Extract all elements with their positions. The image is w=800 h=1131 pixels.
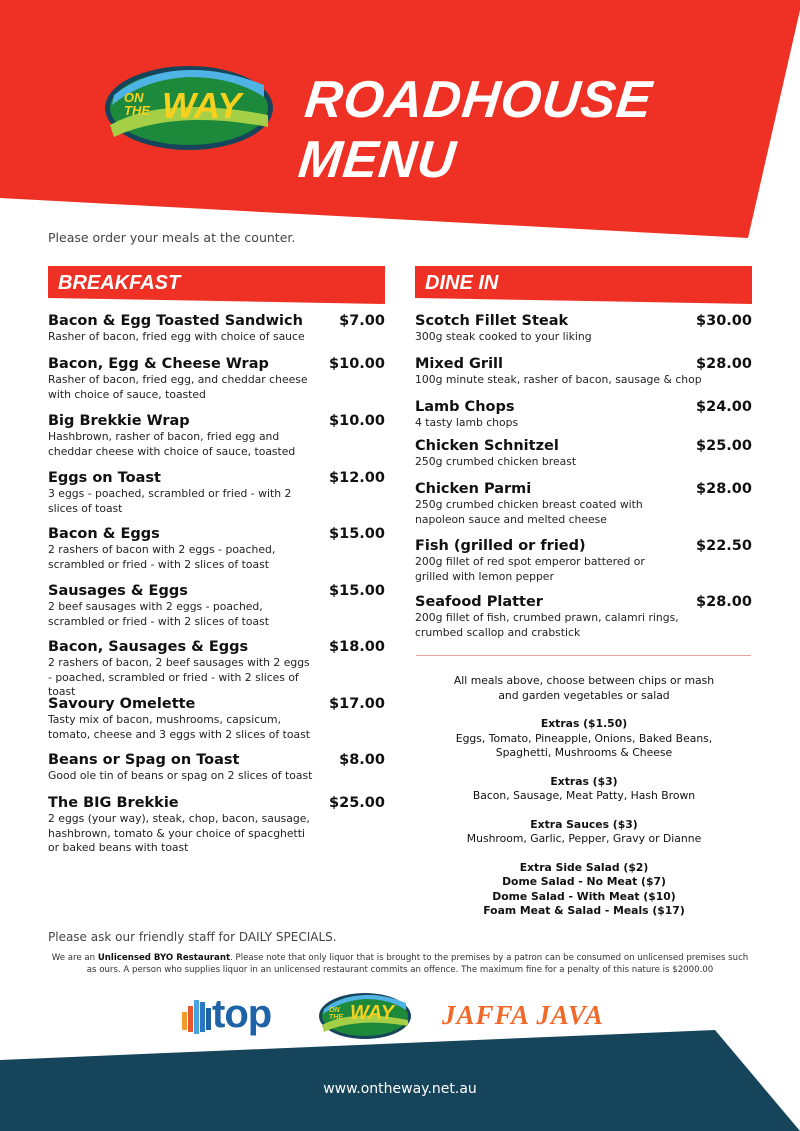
order-note: Please order your meals at the counter.	[48, 230, 296, 245]
menu-item	[415, 356, 752, 388]
item-price: $28.00	[696, 356, 752, 372]
extra-sauces-title: Extra Sauces ($3)	[530, 817, 638, 831]
item-price: $12.00	[329, 470, 385, 486]
menu-item	[415, 438, 752, 470]
daily-specials-note: Please ask our friendly staff for DAILY SPECIALS.	[48, 930, 337, 944]
item-description: Rasher of bacon, fried egg, and cheddar cheese with choice of sauce, toasted	[48, 373, 308, 401]
byo-prefix: We are an	[51, 953, 98, 963]
extra-side-salad: Extra Side Salad ($2)	[519, 860, 649, 874]
page-title: ROADHOUSE MENU	[295, 71, 656, 189]
menu-item	[48, 583, 385, 629]
menu-item	[48, 639, 385, 700]
dine-in-heading: DINE IN	[425, 272, 499, 294]
menu-item	[48, 696, 385, 742]
item-name: Bacon & Egg Toasted Sandwich	[48, 313, 303, 329]
item-description: 250g crumbed chicken breast coated with napoleon sauce and melted cheese	[415, 498, 643, 526]
extra-sauces-line: Mushroom, Garlic, Pepper, Gravy or Dianne	[466, 832, 702, 845]
byo-rest: . Please note that only liquor that is brought to the premises by a patron can be consumed on unlicensed premises such as ours. A person who supplies liquor in an unlicensed restaurant commits an offence. The maximum fine for a penalty of this nature is $2000.00	[86, 953, 749, 975]
menu-item	[415, 399, 752, 431]
item-price: $28.00	[696, 481, 752, 497]
logo-the-text: THE	[124, 103, 150, 118]
item-name: Chicken Schnitzel	[415, 438, 559, 454]
menu-item	[415, 481, 752, 527]
small-logo-on-text: ON	[329, 1007, 340, 1014]
item-description: 300g steak cooked to your liking	[415, 330, 592, 343]
menu-item	[48, 470, 385, 516]
extras-panel	[416, 674, 752, 919]
item-price: $10.00	[329, 413, 385, 429]
menu-item	[48, 752, 385, 784]
item-name: Chicken Parmi	[415, 481, 532, 497]
item-price: $30.00	[696, 313, 752, 329]
item-name: Eggs on Toast	[48, 470, 161, 486]
item-price: $25.00	[696, 438, 752, 454]
dome-salad-no-meat: Dome Salad - No Meat ($7)	[502, 875, 666, 888]
extras-intro-line-2: and garden vegetables or salad	[498, 688, 670, 702]
item-description: Hashbrown, rasher of bacon, fried egg and cheddar cheese with choice of sauce, toasted	[48, 430, 296, 458]
section-divider	[416, 655, 751, 656]
item-description: 2 beef sausages with 2 eggs - poached, scrambled or fried - with 2 slices of toast	[48, 600, 269, 628]
logo-way-text: WAY	[162, 85, 242, 126]
item-price: $8.00	[339, 752, 385, 768]
menu-item	[415, 313, 752, 345]
item-description: Tasty mix of bacon, mushrooms, capsicum, tomato, cheese and 3 eggs with 2 slices of toast	[48, 713, 310, 741]
breakfast-heading: BREAKFAST	[58, 272, 181, 294]
extras-3-line: Bacon, Sausage, Meat Patty, Hash Brown	[472, 789, 696, 802]
menu-item	[48, 313, 385, 345]
item-description: 2 rashers of bacon, 2 beef sausages with 2 eggs - poached, scrambled or fried - with 2 slices of toast	[48, 656, 310, 698]
item-description: 100g minute steak, rasher of bacon, sausage & chop	[415, 373, 702, 386]
menu-item	[48, 413, 385, 459]
item-description: 4 tasty lamb chops	[415, 416, 519, 429]
extras-intro-line-1: All meals above, choose between chips or mash	[453, 674, 715, 687]
menu-item	[48, 795, 385, 856]
item-name: Bacon, Egg & Cheese Wrap	[48, 356, 269, 372]
menu-item	[415, 594, 752, 640]
item-name: Bacon, Sausages & Eggs	[48, 639, 249, 655]
top-logo-text: top	[212, 992, 272, 1036]
foam-meat-salad: Foam Meat & Salad - Meals ($17)	[483, 904, 685, 917]
dome-salad-with-meat: Dome Salad - With Meat ($10)	[492, 889, 676, 903]
item-price: $22.50	[696, 538, 752, 554]
small-logo-the-text: THE	[329, 1014, 343, 1021]
item-description: Good ole tin of beans or spag on 2 slices of toast	[48, 769, 313, 782]
item-name: Seafood Platter	[415, 594, 543, 610]
item-name: Beans or Spag on Toast	[48, 752, 240, 768]
byo-bold: Unlicensed BYO Restaurant	[97, 953, 231, 963]
item-name: The BIG Brekkie	[48, 795, 179, 811]
dine-in-banner	[415, 266, 752, 304]
item-price: $17.00	[329, 696, 385, 712]
item-price: $10.00	[329, 356, 385, 372]
item-description: 3 eggs - poached, scrambled or fried - with 2 slices of toast	[48, 487, 292, 515]
jaffa-java-logo: JAFFA JAVA	[442, 1000, 604, 1030]
item-price: $18.00	[329, 639, 385, 655]
item-price: $7.00	[339, 313, 385, 329]
item-description: 2 eggs (your way), steak, chop, bacon, sausage, hashbrown, tomato & your choice of spacghetti or baked beans with toast	[48, 812, 310, 854]
item-name: Scotch Fillet Steak	[415, 313, 569, 329]
menu-item	[415, 538, 752, 584]
website-url: www.ontheway.net.au	[323, 1081, 477, 1097]
extras-150-title: Extras ($1.50)	[540, 717, 628, 730]
item-price: $15.00	[329, 583, 385, 599]
extras-150-line-1: Eggs, Tomato, Pineapple, Onions, Baked Beans,	[455, 731, 713, 745]
item-name: Bacon & Eggs	[48, 526, 160, 542]
item-description: 200g fillet of red spot emperor battered or grilled with lemon pepper	[415, 555, 645, 583]
item-description: 200g fillet of fish, crumbed prawn, calamri rings, crumbed scallop and crabstick	[415, 611, 679, 639]
menu-item	[48, 356, 385, 402]
item-description: Rasher of bacon, fried egg with choice of sauce	[48, 330, 305, 343]
small-logo-way-text: WAY	[350, 1002, 395, 1024]
item-description: 250g crumbed chicken breast	[415, 455, 577, 468]
extras-3-title: Extras ($3)	[550, 774, 618, 788]
item-name: Savoury Omelette	[48, 696, 196, 712]
on-the-way-logo	[104, 65, 274, 151]
item-price: $28.00	[696, 594, 752, 610]
menu-item	[48, 526, 385, 572]
item-name: Sausages & Eggs	[48, 583, 188, 599]
item-name: Big Brekkie Wrap	[48, 413, 190, 429]
extras-150-line-2: Spaghetti, Mushrooms & Cheese	[495, 746, 673, 759]
byo-notice	[48, 952, 752, 976]
item-description: 2 rashers of bacon with 2 eggs - poached, scrambled or fried - with 2 slices of toast	[48, 543, 276, 571]
item-name: Fish (grilled or fried)	[415, 538, 586, 554]
item-name: Lamb Chops	[415, 399, 515, 415]
item-price: $24.00	[696, 399, 752, 415]
item-price: $15.00	[329, 526, 385, 542]
item-name: Mixed Grill	[415, 356, 503, 372]
item-price: $25.00	[329, 795, 385, 811]
logo-on-text: ON	[124, 90, 144, 105]
breakfast-banner	[48, 266, 385, 304]
